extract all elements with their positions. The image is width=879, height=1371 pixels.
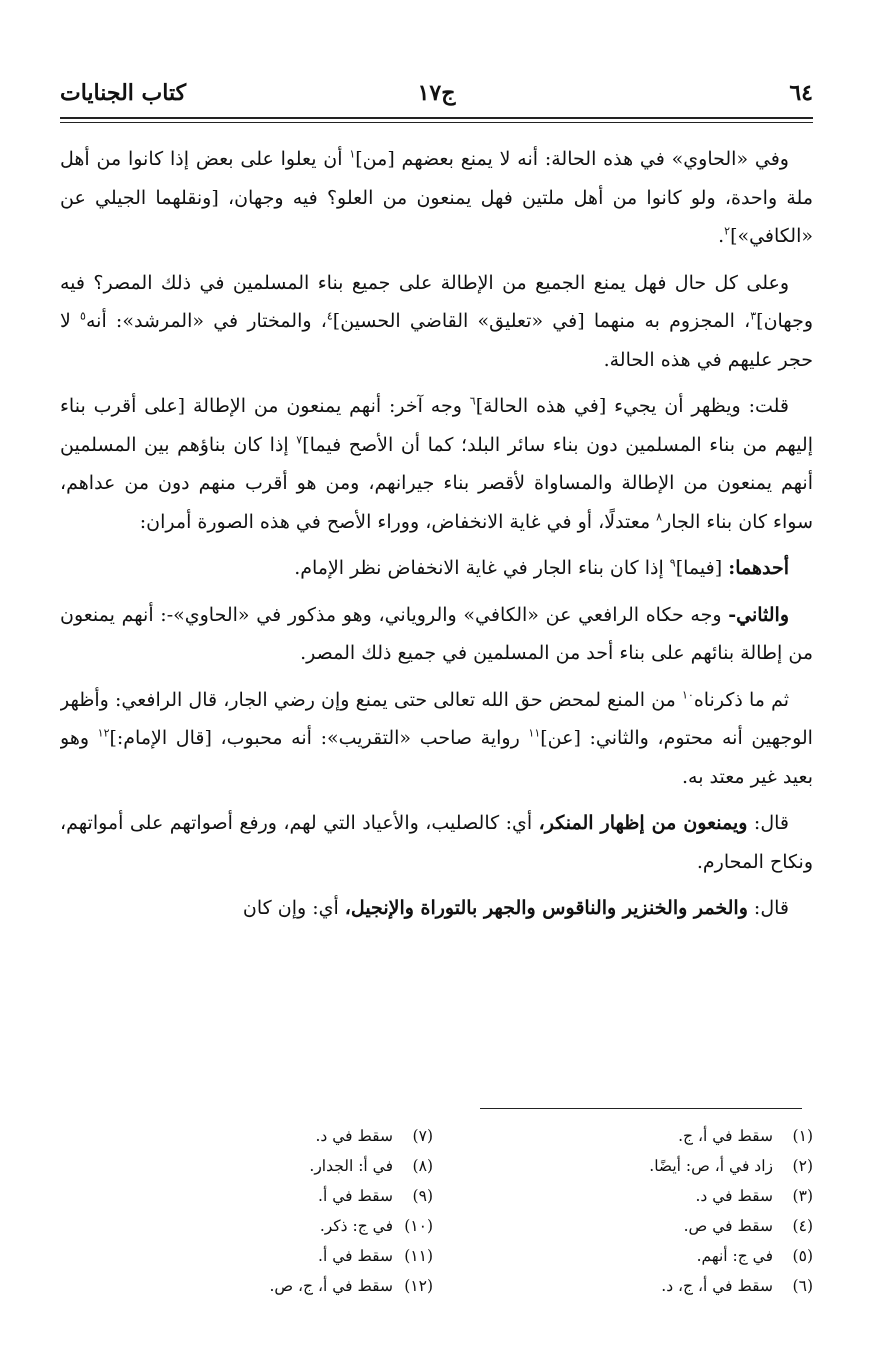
footnote-text: سقط في أ، ج، د.: [661, 1277, 773, 1295]
footnote-text: سقط في ص.: [683, 1217, 773, 1235]
footnote-number: (٤): [792, 1217, 813, 1235]
footnote-number: (٧): [412, 1127, 433, 1145]
page-header: [60, 80, 813, 114]
footnote: [133, 1211, 433, 1241]
footnote: [133, 1121, 433, 1151]
footnote-number: (٦): [792, 1277, 813, 1295]
footnote-ref[interactable]: ١١: [528, 726, 541, 740]
footnote-ref[interactable]: ٥: [80, 309, 86, 323]
footnote-text: سقط في أ.: [318, 1247, 393, 1265]
footnote-ref[interactable]: ١٠: [681, 688, 694, 702]
footnote-number: (٢): [792, 1157, 813, 1175]
footnote: [133, 1151, 433, 1181]
header-rule: [60, 117, 813, 119]
footnote-ref[interactable]: ١: [349, 147, 356, 161]
footnote: [513, 1271, 813, 1301]
footnote: [133, 1181, 433, 1211]
footnote-text: في ج: ذكر.: [319, 1217, 393, 1235]
footnotes: [60, 1121, 813, 1321]
footnote-text: في أ: الجدار.: [309, 1157, 393, 1175]
footnote-ref[interactable]: ٦: [469, 394, 476, 408]
footnote: [513, 1211, 813, 1241]
footnote-ref[interactable]: ٧: [296, 433, 303, 447]
footnote-ref[interactable]: ٩: [669, 556, 676, 570]
footnote: [513, 1121, 813, 1151]
footnote-number: (٣): [792, 1187, 813, 1205]
running-title: كتاب الجنايات: [60, 80, 187, 106]
footnote: [133, 1271, 433, 1301]
paragraph: وعلى كل حال فهل يمنع الجميع من الإطالة على جميع بناء المسلمين في ذلك المصر؟ فيه وجهان]$^٣$، المجزوم به منهما [في «تعليق» القاضي الحسين]$^٤$، والمختار في «المرشد»: أنه$^٥$ لا حجر عليهم في هذه الحالة.: [60, 271, 813, 371]
footnote-ref[interactable]: ٤: [326, 309, 333, 323]
footnote-text: سقط في د.: [695, 1187, 773, 1205]
paragraph: قلت: ويظهر أن يجيء [في هذه الحالة]$^٦$ وجه آخر: أنهم يمنعون من الإطالة [على أقرب بناء إليهم من بناء المسلمين دون بناء سائر البلد؛ كما أن الأصح فيما]$^٧$ إذا كان بناؤهم بين المسلمين أنهم يمنعون من الإطالة والمساواة لأقصر بناء جيرانهم، ومن هو أقرب منهم دون من عداهم، سواء كان بناء الجار$^٨$ معتدلًا، أو في غاية الانخفاض، ووراء الأصح في هذه الصورة أمران:: [60, 394, 813, 533]
footnote-number: (٩): [412, 1187, 433, 1205]
lead-word: أحدهما:: [728, 557, 789, 579]
footnote-text: زاد في أ، ص: أيضًا.: [649, 1157, 773, 1175]
footnote-number: (١١): [404, 1247, 433, 1265]
matn-text: ويمنعون من إظهار المنكر،: [538, 812, 748, 834]
footnote-text: في ج: أنهم.: [696, 1247, 773, 1265]
paragraph: أحدهما: [فيما]$^٩$ إذا كان بناء الجار في غاية الانخفاض نظر الإمام.: [294, 556, 789, 579]
footnote-number: (٥): [792, 1247, 813, 1265]
footnote: [513, 1241, 813, 1271]
footnote-text: سقط في د.: [315, 1127, 393, 1145]
paragraph: قال: ويمنعون من إظهار المنكر، أي: كالصليب، والأعياد التي لهم، ورفع أصواتهم على أمواتهم، ونكاح المحارم.: [60, 812, 813, 873]
header-rule-thin: [60, 122, 813, 123]
footnote-column-right: [513, 1121, 813, 1301]
footnote-ref[interactable]: ٨: [656, 510, 663, 524]
footnote-number: (١٠): [404, 1217, 433, 1235]
volume-label: ج١٧: [417, 80, 456, 106]
footnote-column-left: [133, 1121, 433, 1301]
footnote-text: سقط في أ، ج، ص.: [269, 1277, 393, 1295]
paragraph: ثم ما ذكرناه$^{١٠}$ من المنع لمحض حق الله تعالى حتى يمنع وإن رضي الجار، قال الرافعي: وأظهر الوجهين أنه محتوم، والثاني: [عن]$^{١١}$ رواية صاحب «التقريب»: أنه محبوب، [قال الإمام:]$^{١٢}$ وهو بعيد غير معتد به.: [60, 688, 813, 788]
footnote-ref[interactable]: ١٢: [97, 726, 110, 740]
footnote-text: سقط في أ.: [318, 1187, 393, 1205]
footnote-number: (١): [792, 1127, 813, 1145]
footnote-ref[interactable]: ٢: [724, 224, 731, 238]
footnote-number: (١٢): [404, 1277, 433, 1295]
paragraph: والثاني- وجه حكاه الرافعي عن «الكافي» والروياني، وهو مذكور في «الحاوي»-: أنهم يمنعون من إطالة بنائهم على بناء أحد من المسلمين في جميع ذلك المصر.: [60, 603, 813, 664]
footnote-text: سقط في أ، ج.: [678, 1127, 773, 1145]
page-number: ٦٤: [789, 80, 813, 106]
footnote: [133, 1241, 433, 1271]
paragraph: وفي «الحاوي» في هذه الحالة: أنه لا يمنع بعضهم [من]$^١$ أن يعلوا على بعض إذا كانوا من أهل ملة واحدة، ولو كانوا من أهل ملتين فهل يمنعون من العلو؟ فيه وجهان، [ونقلهما الجيلي عن «الكافي»]$^٢$.: [60, 147, 813, 247]
matn-text: والخمر والخنزير والناقوس والجهر بالتوراة والإنجيل،: [344, 897, 748, 919]
paragraph: قال: والخمر والخنزير والناقوس والجهر بالتوراة والإنجيل، أي: وإن كان: [242, 897, 789, 919]
footnote: [513, 1151, 813, 1181]
lead-word: والثاني-: [728, 603, 789, 626]
footnote-ref[interactable]: ٣: [750, 309, 757, 323]
footnote-number: (٨): [412, 1157, 433, 1175]
main-text: [60, 140, 813, 1060]
footnote-separator: [480, 1108, 802, 1109]
footnote: [513, 1181, 813, 1211]
